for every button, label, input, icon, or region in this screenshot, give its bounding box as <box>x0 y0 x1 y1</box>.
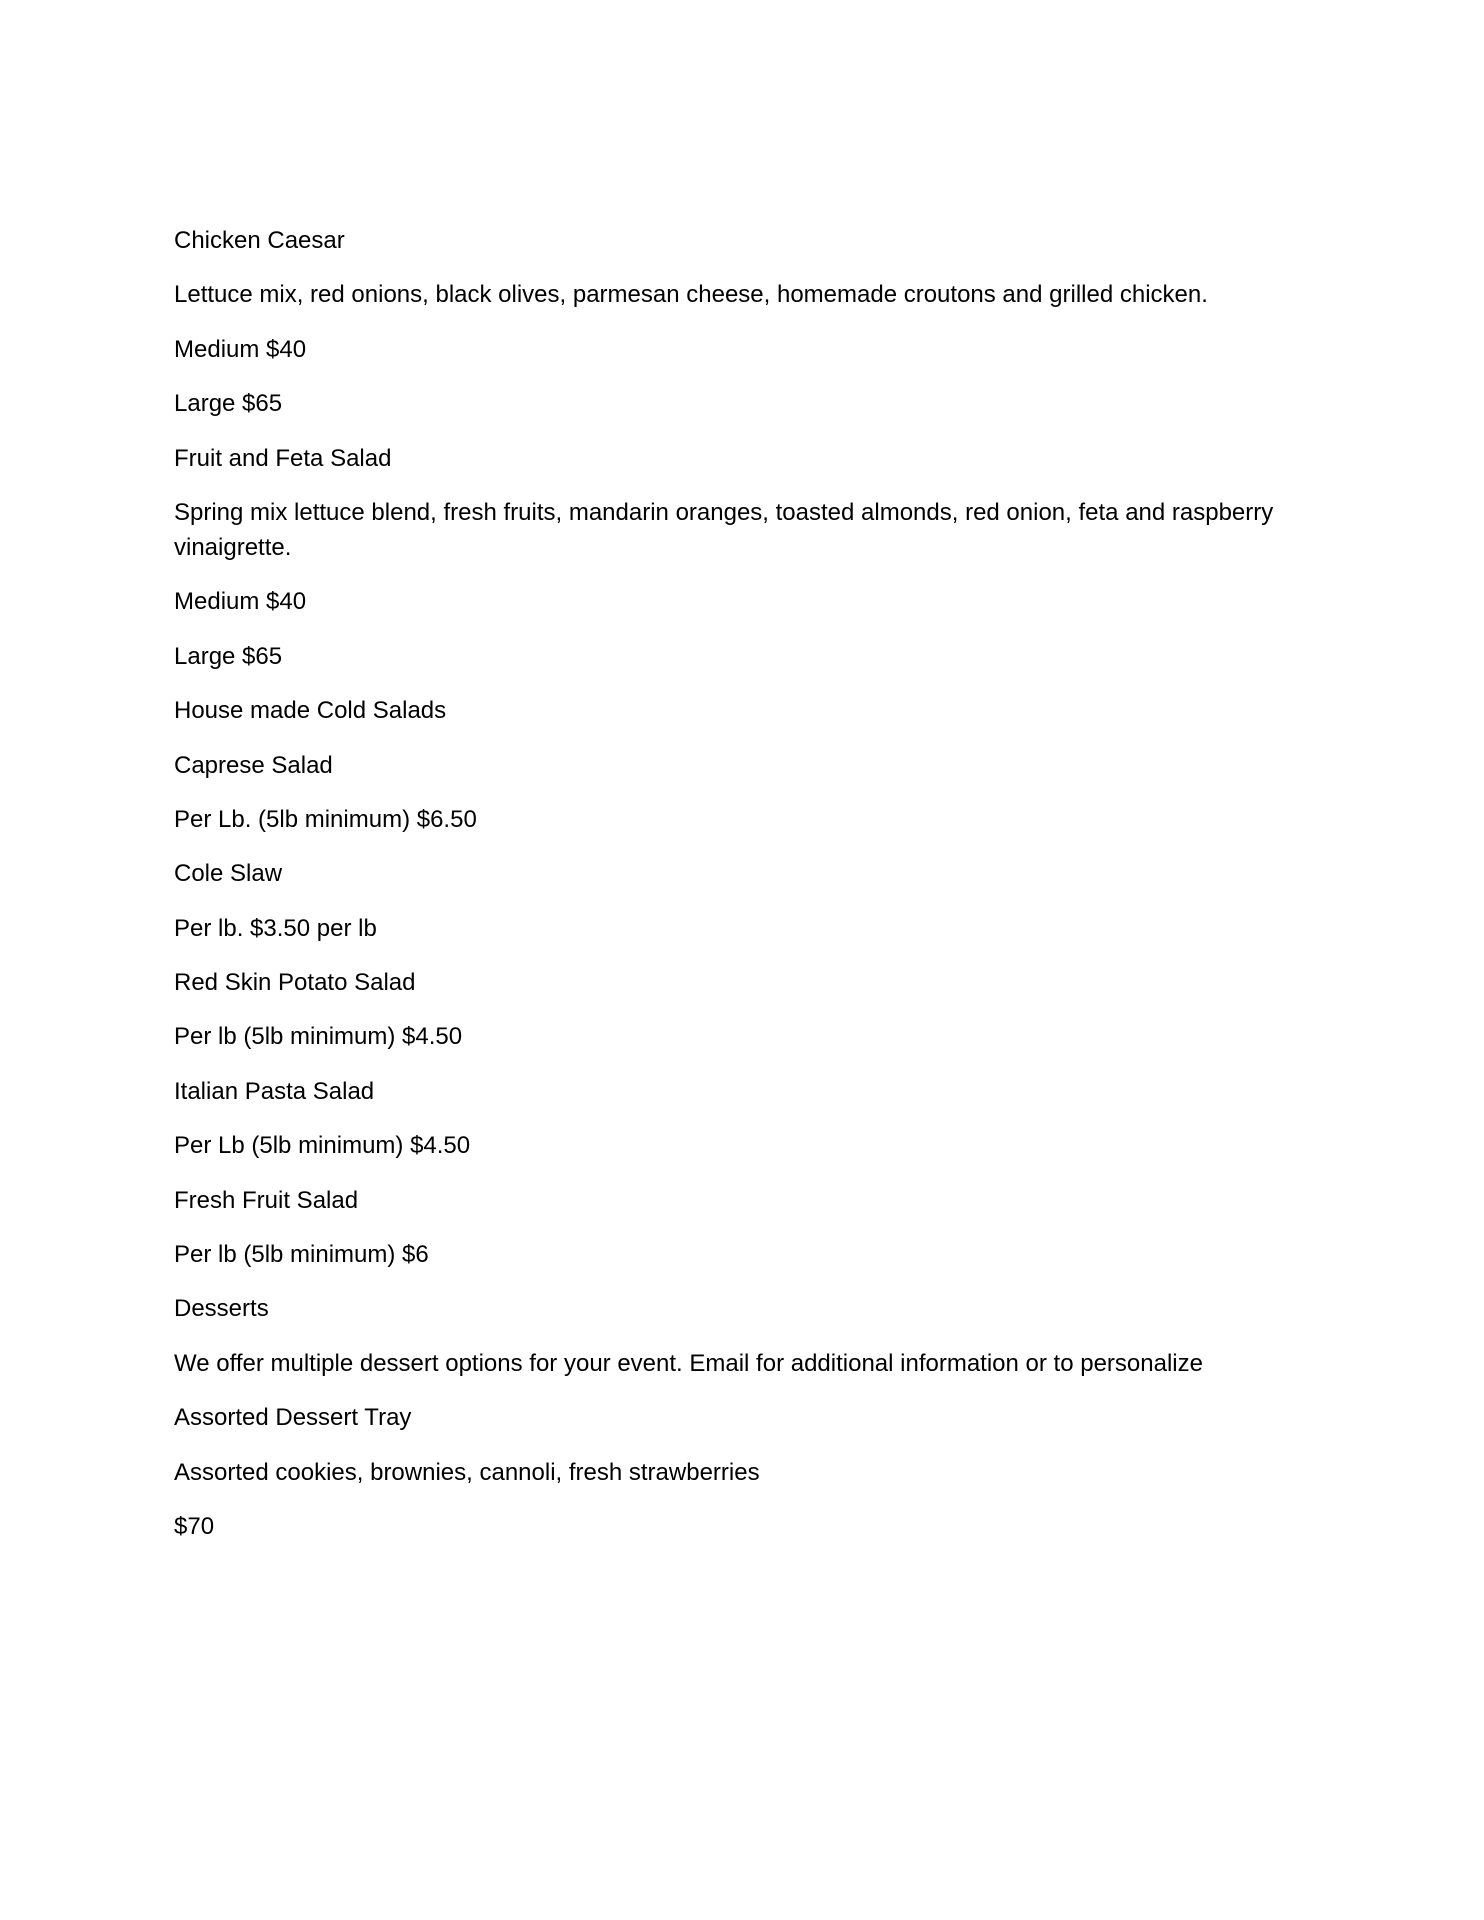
item-title-fresh-fruit-salad: Fresh Fruit Salad <box>174 1186 359 1214</box>
item-title-caprese-salad: Caprese Salad <box>174 751 333 779</box>
item-description-chicken-caesar: Lettuce mix, red onions, black olives, parmesan cheese, homemade croutons and grilled chicken. <box>174 281 1208 309</box>
price-caprese-salad: Per Lb. (5lb minimum) $6.50 <box>174 805 477 833</box>
item-description-fruit-feta-salad: Spring mix lettuce blend, fresh fruits, mandarin oranges, toasted almonds, red onion, feta and raspberry vinaigrette. <box>174 498 1274 561</box>
price-red-skin-potato-salad: Per lb (5lb minimum) $4.50 <box>174 1023 463 1051</box>
item-title-italian-pasta-salad: Italian Pasta Salad <box>174 1077 375 1105</box>
item-title-cole-slaw: Cole Slaw <box>174 860 283 888</box>
desserts-intro-text: We offer multiple dessert options for your event. Email for additional information or to personalize <box>174 1349 1203 1377</box>
price-fresh-fruit-salad: Per lb (5lb minimum) $6 <box>174 1241 429 1269</box>
item-title-red-skin-potato-salad: Red Skin Potato Salad <box>174 969 416 997</box>
price-medium-fruit-feta-salad: Medium $40 <box>174 588 307 616</box>
item-title-assorted-dessert-tray: Assorted Dessert Tray <box>174 1404 412 1432</box>
price-cole-slaw: Per lb. $3.50 per lb <box>174 914 377 942</box>
item-title-fruit-feta-salad: Fruit and Feta Salad <box>174 444 392 472</box>
item-description-assorted-dessert-tray: Assorted cookies, brownies, cannoli, fresh strawberries <box>174 1458 760 1486</box>
menu-content <box>174 223 1324 1563</box>
price-large-chicken-caesar: Large $65 <box>174 390 283 418</box>
price-large-fruit-feta-salad: Large $65 <box>174 642 283 670</box>
price-assorted-dessert-tray: $70 <box>174 1512 215 1540</box>
section-title-desserts: Desserts <box>174 1295 269 1323</box>
section-title-cold-salads: House made Cold Salads <box>174 697 447 725</box>
item-title-chicken-caesar: Chicken Caesar <box>174 227 345 254</box>
price-medium-chicken-caesar: Medium $40 <box>174 335 307 363</box>
price-italian-pasta-salad: Per Lb (5lb minimum) $4.50 <box>174 1132 471 1160</box>
